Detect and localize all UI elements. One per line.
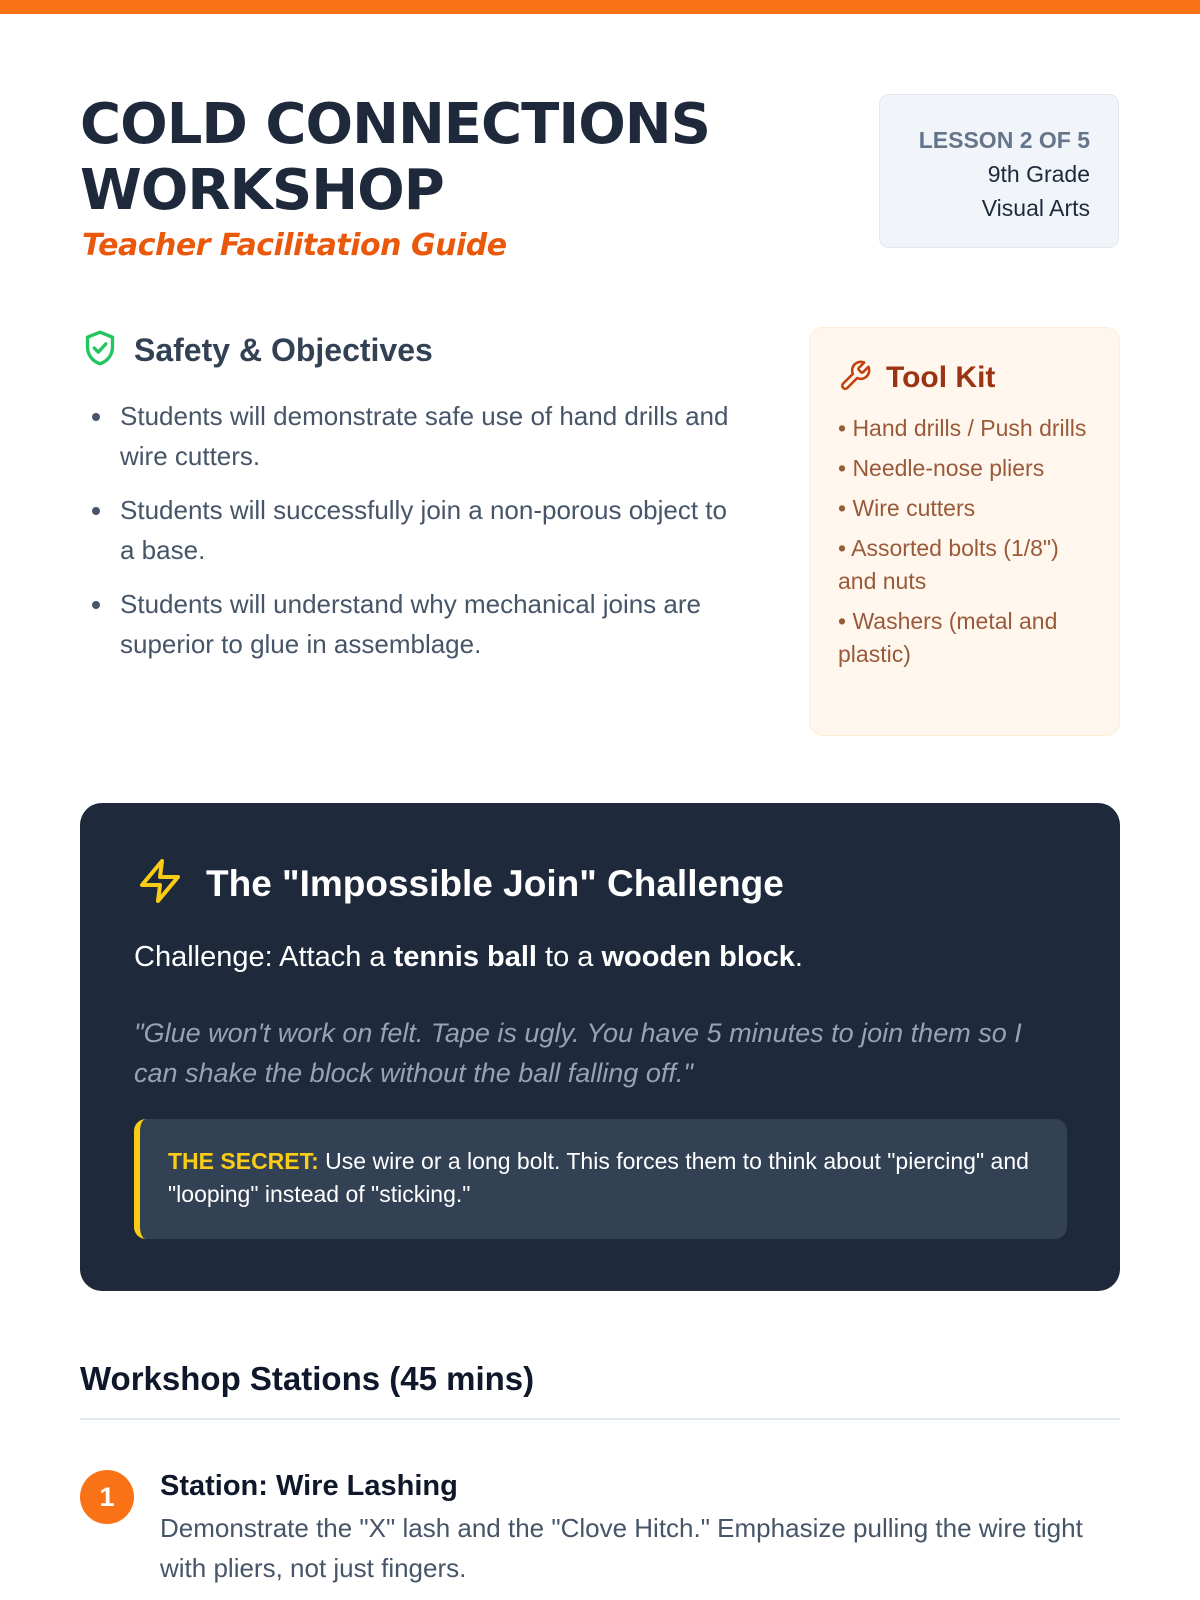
lesson-subject: Visual Arts [981,195,1090,221]
wrench-icon [838,359,872,398]
objectives-list [80,396,740,678]
secret-callout [134,1119,1067,1239]
station-description: Demonstrate the "X" lash and the "Clove Hitch." Emphasize pulling the wire tight with pliers, not just fingers. [160,1513,1083,1583]
secret-text: Use wire or a long bolt. This forces them to think about "piercing" and "looping" instead of "sticking." [168,1148,1029,1207]
secret-label: THE SECRET: [168,1148,319,1174]
page-subtitle: Teacher Facilitation Guide [82,228,507,263]
challenge-text-mid: to a [537,941,602,973]
toolkit-item: • Assorted bolts (1/8") and nuts [838,535,1059,594]
toolkit-item: • Hand drills / Push drills [838,415,1087,441]
shield-check-icon [80,328,120,373]
toolkit-item: • Wire cutters [838,495,976,521]
lesson-info-box [879,94,1119,248]
challenge-text-prefix: Challenge: Attach a [134,941,394,973]
top-accent-bar [0,0,1200,14]
challenge-text [134,941,803,974]
toolkit-list [838,412,1095,671]
safety-heading [80,330,433,370]
toolkit-card [809,327,1120,736]
toolkit-title: Tool Kit [886,361,996,394]
challenge-card [80,803,1120,1291]
lesson-grade: 9th Grade [987,161,1090,187]
station-title: Station: Wire Lashing [160,1470,458,1502]
toolkit-item: • Needle-nose pliers [838,455,1045,481]
objective-item: Students will demonstrate safe use of hand drills and wire cutters. [80,396,740,476]
challenge-title: The "Impossible Join" Challenge [206,862,784,904]
page-title [80,92,710,224]
title-line-2: WORKSHOP [80,158,444,223]
challenge-quote: "Glue won't work on felt. Tape is ugly. You have 5 minutes to join them so I can shake the block without the ball falling off." [134,1018,1022,1088]
lesson-number: LESSON 2 OF 5 [918,127,1090,153]
station-number-badge: 1 [80,1470,134,1524]
title-line-1: COLD CONNECTIONS [80,92,710,157]
objective-item: Students will successfully join a non-porous object to a base. [80,490,740,570]
toolkit-item: • Washers (metal and plastic) [838,608,1058,667]
challenge-text-suffix: . [794,941,803,973]
challenge-object-a: tennis ball [393,941,537,973]
challenge-heading [136,857,784,910]
safety-title: Safety & Objectives [134,331,433,368]
stations-heading: Workshop Stations (45 mins) [80,1360,535,1397]
section-divider [80,1418,1120,1420]
toolkit-heading [838,358,1095,398]
challenge-object-b: wooden block [601,941,795,973]
objective-item: Students will understand why mechanical joins are superior to glue in assemblage. [80,584,740,664]
lightning-icon [136,857,184,910]
